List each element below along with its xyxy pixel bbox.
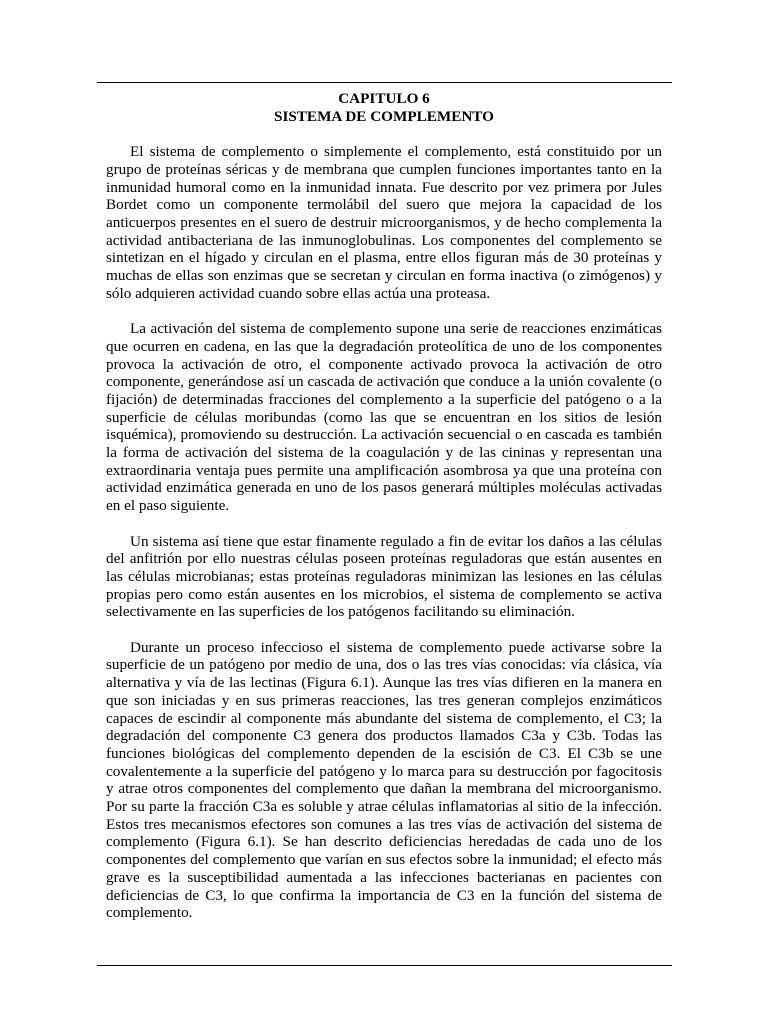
bottom-rule bbox=[97, 965, 672, 966]
chapter-title: SISTEMA DE COMPLEMENTO bbox=[274, 107, 494, 125]
chapter-heading: CAPITULO 6 bbox=[338, 90, 430, 107]
paragraph-1: El sistema de complemento o simplemente el complemento, está constituido por un grupo de proteínas séricas y de membrana que cumplen funciones importantes tanto en la inmunidad humoral como en la inmunidad innata. Fue descrito por vez primera por Jules Bordet como un componente termolábil del suero que mejora la capacidad de los anticuerpos presentes en el suero de destruir microorganismos, y de hecho complementa la actividad antibacteriana de las inmunoglobulinas. Los componentes del complemento se sintetizan en el hígado y circulan en el plasma, entre ellos figuran más de 30 proteínas y muchas de ellas son enzimas que se secretan y circulan en forma inactiva (o zimógenos) y sólo adquieren actividad cuando sobre ellas actúa una proteasa. bbox=[106, 143, 662, 302]
top-rule bbox=[97, 82, 672, 83]
page-body bbox=[106, 90, 662, 940]
paragraph-2: La activación del sistema de complemento supone una serie de reacciones enzimáticas que ocurren en cadena, en las que la degradación proteolítica de uno de los componentes provoca la activación de otro, el componente activado provoca la activación de otro componente, generándose así un cascada de activación que conduce a la unión covalente (o fijación) de determinadas fracciones del complemento a la superficie del patógeno o a la superficie de células moribundas (como las que se encuentran en los sitios de lesión isquémica), promoviendo su destrucción. La activación secuencial o en cascada es también la forma de activación del sistema de la coagulación y de las cininas y representan una extraordinaria ventaja pues permite una amplificación asombrosa ya que una proteína con actividad enzimática generada en uno de los pasos generará múltiples moléculas activadas en el paso siguiente. bbox=[106, 320, 662, 515]
paragraph-4: Durante un proceso infeccioso el sistema de complemento puede activarse sobre la superficie de un patógeno por medio de una, dos o las tres vías conocidas: vía clásica, vía alternativa y vía de las lectinas (Figura 6.1). Aunque las tres vías difieren en la manera en que son iniciadas y en sus primeras reacciones, las tres generan complejos enzimáticos capaces de escindir al componente más abundante del sistema de complemento, el C3; la degradación del componente C3 genera dos productos llamados C3a y C3b. Todas las funciones biológicas del complemento dependen de la escisión de C3. El C3b se une covalentemente a la superficie del patógeno y lo marca para su destrucción por fagocitosis y atrae otros componentes del complemento que dañan la membrana del microorganismo. Por su parte la fracción C3a es soluble y atrae células inflamatorias al sitio de la infección. Estos tres mecanismos efectores son comunes a las tres vías de activación del sistema de complemento (Figura 6.1). Se han descrito deficiencias heredadas de cada uno de los componentes del complemento que varían en sus efectos sobre la inmunidad; el efecto más grave es la susceptibilidad aumentada a las infecciones bacterianas en pacientes con deficiencias de C3, lo que confirma la importancia de C3 en la función del sistema de complemento. bbox=[106, 638, 662, 922]
paragraph-3: Un sistema así tiene que estar finamente regulado a fin de evitar los daños a las células del anfitrión por ello nuestras células poseen proteínas reguladoras que están ausentes en las células microbianas; estas proteínas reguladoras minimizan las lesiones en las células propias pero como están ausentes en los microbios, el sistema de complemento se activa selectivamente en las superficies de los patógenos facilitando su eliminación. bbox=[106, 532, 662, 621]
